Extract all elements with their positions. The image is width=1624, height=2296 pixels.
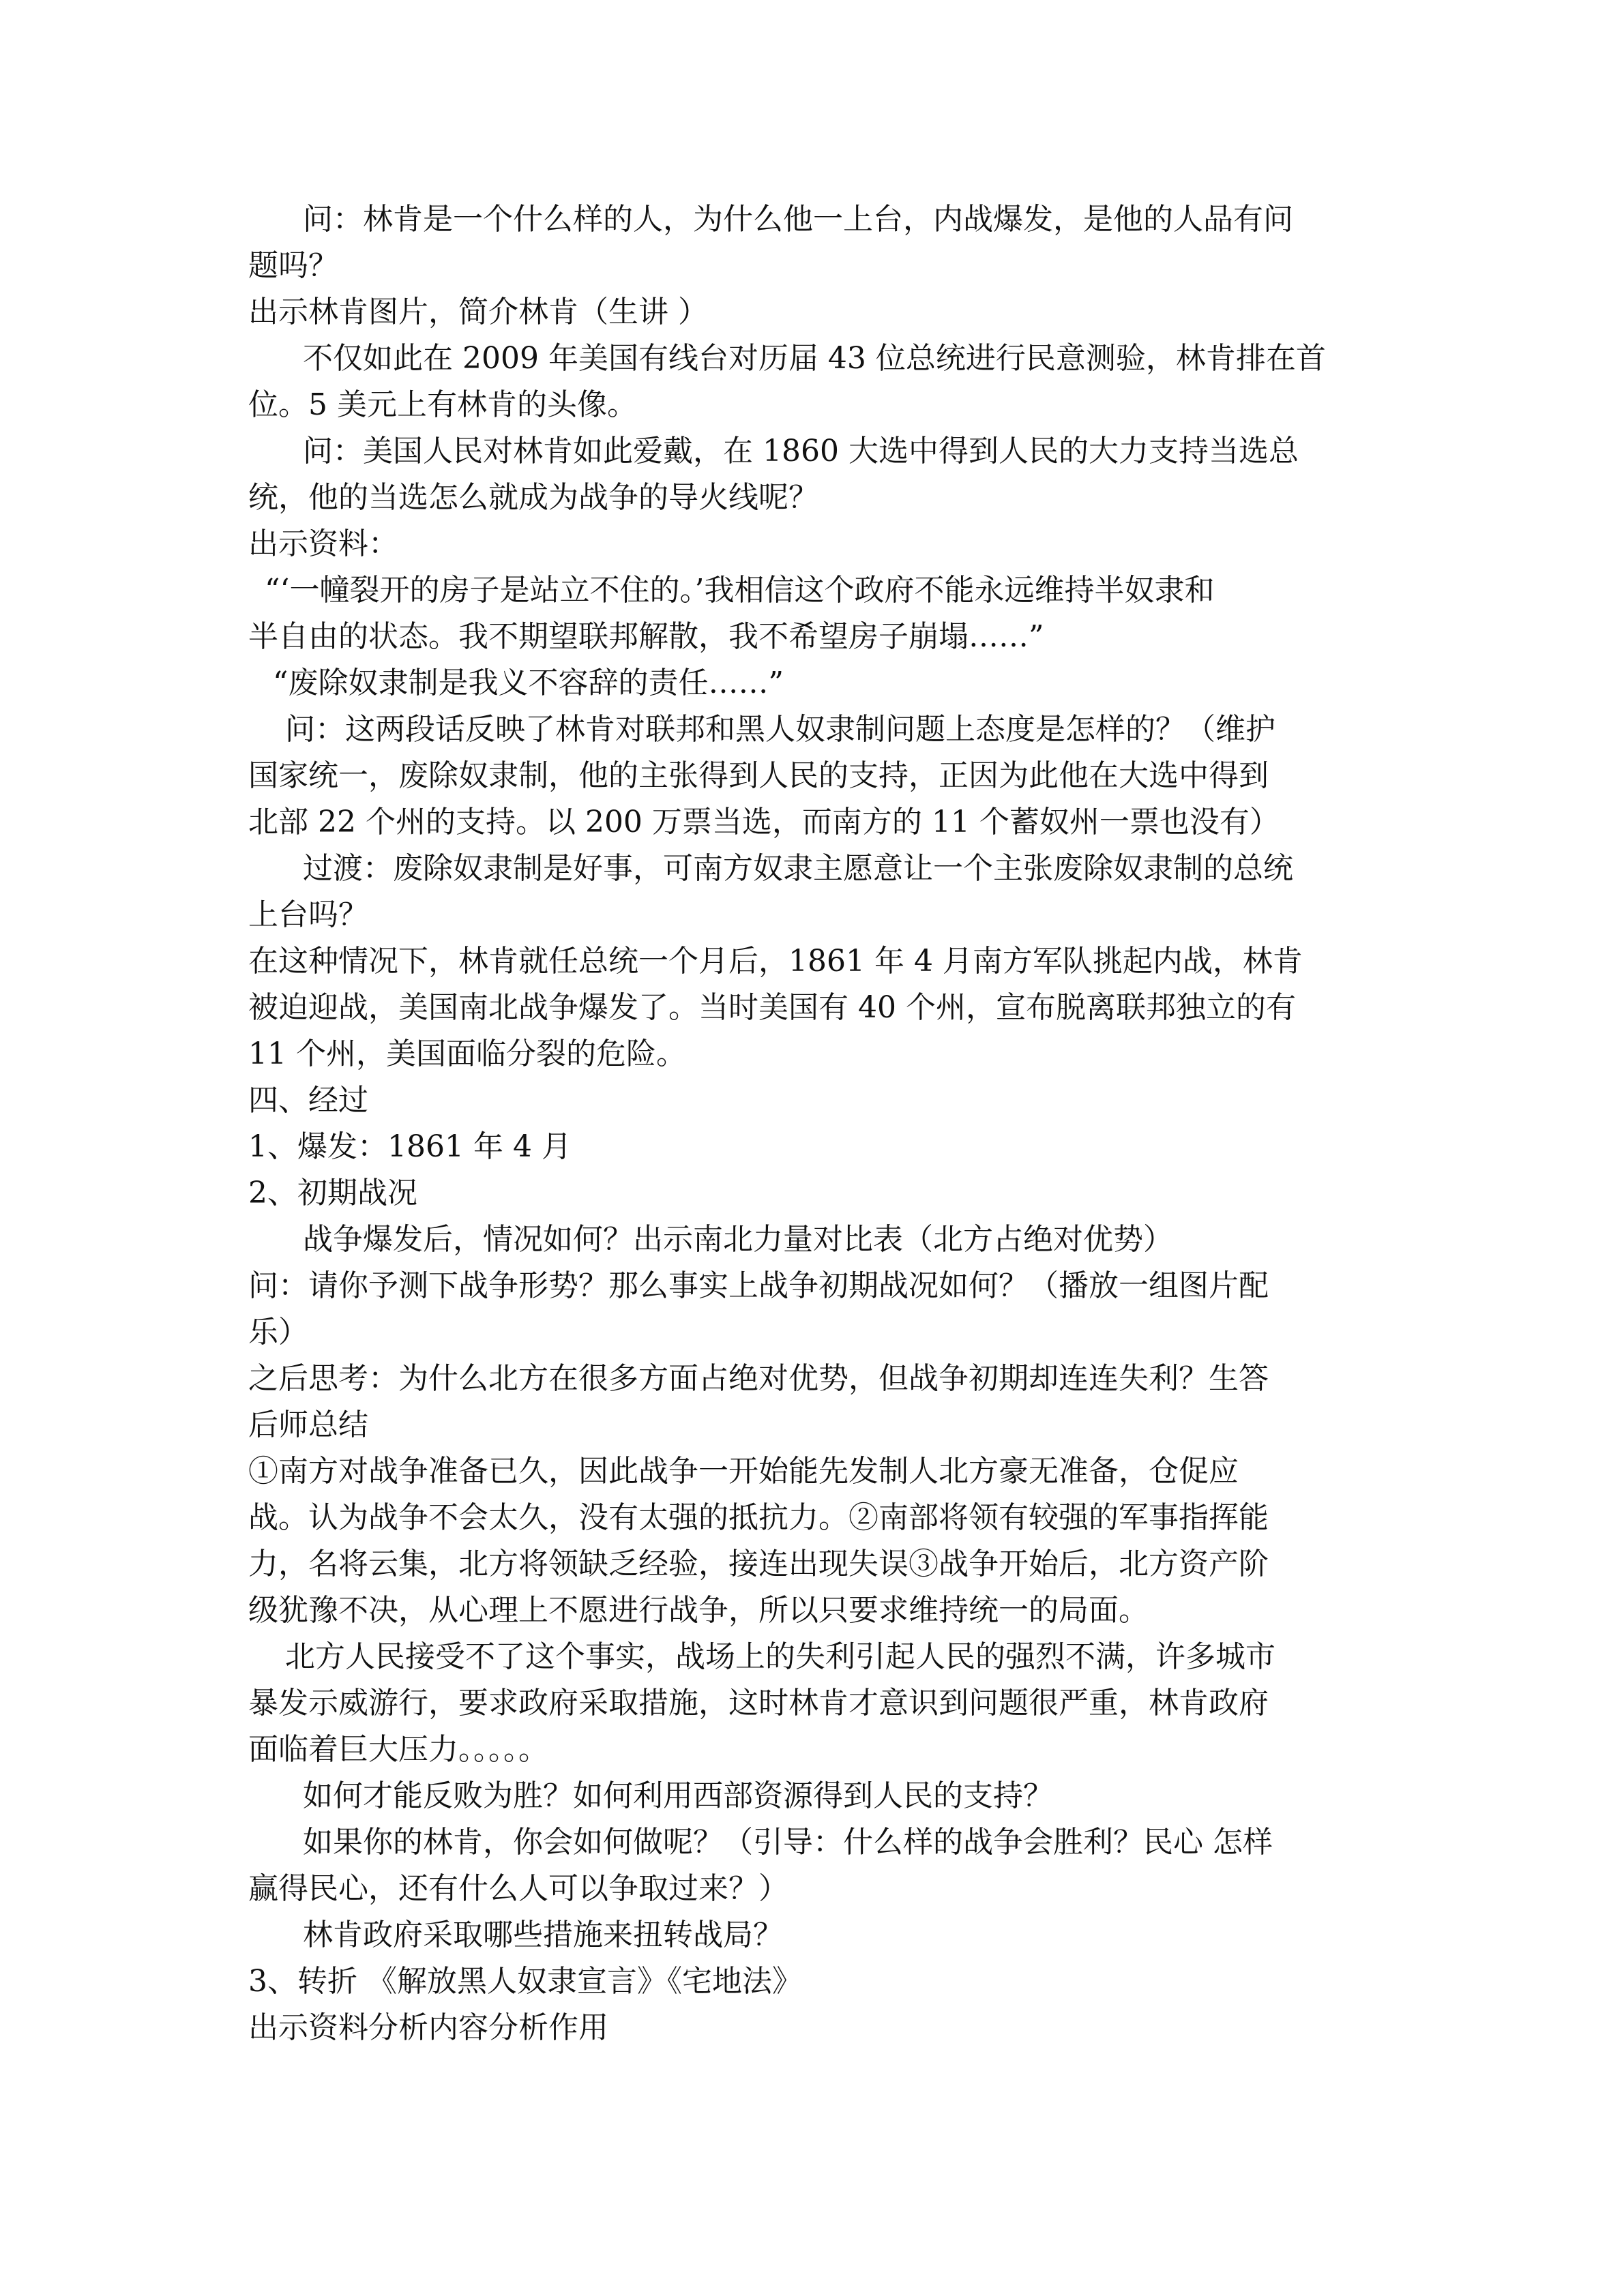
subsection-heading: 1、爆发：1861 年 4 月 <box>248 1129 572 1164</box>
paragraph-line: 问：请你予测下战争形势？那么事实上战争初期战况如何？（播放一组图片配 <box>248 1268 1269 1303</box>
quote-line: “废除奴隶制是我义不容辞的责任……” <box>273 666 784 700</box>
paragraph-line: 赢得民心，还有什么人可以争取过来？） <box>248 1871 788 1906</box>
paragraph-line: ①南方对战争准备已久，因此战争一开始能先发制人北方豪无准备，仓促应 <box>248 1454 1239 1489</box>
paragraph-line: 问：林肯是一个什么样的人，为什么他一上台，内战爆发，是他的人品有问 <box>303 202 1293 237</box>
paragraph-line: 过渡：废除奴隶制是好事，可南方奴隶主愿意让一个主张废除奴隶制的总统 <box>303 851 1293 886</box>
paragraph-line: 问：这两段话反映了林肯对联邦和黑人奴隶制问题上态度是怎样的？（维护 <box>285 712 1275 747</box>
quote-line: “‘一幢裂开的房子是站立不住的。’我相信这个政府不能永远维持半奴隶和 <box>265 573 1215 608</box>
paragraph-line: 被迫迎战，美国南北战争爆发了。当时美国有 40 个州，宣布脱离联邦独立的有 <box>248 990 1296 1025</box>
paragraph-line: 出示林肯图片，简介林肯（生讲 ） <box>248 295 708 329</box>
paragraph-line: 乐） <box>248 1315 308 1350</box>
paragraph-line: 问：美国人民对林肯如此爱戴，在 1860 大选中得到人民的大力支持当选总 <box>303 434 1299 468</box>
paragraph-line: 国家统一，废除奴隶制，他的主张得到人民的支持，正因为此他在大选中得到 <box>248 758 1269 793</box>
paragraph-line: 如何才能反败为胜？如何利用西部资源得到人民的支持？ <box>303 1778 1053 1813</box>
paragraph-line: 出示资料： <box>248 526 398 561</box>
paragraph-line: 题吗？ <box>248 248 338 283</box>
paragraph-line: 北部 22 个州的支持。以 200 万票当选，而南方的 11 个蓄奴州一票也没有） <box>248 805 1280 839</box>
paragraph-line: 力，名将云集，北方将领缺乏经验，接连出现失误③战争开始后，北方资产阶 <box>248 1547 1269 1581</box>
paragraph-line: 统，他的当选怎么就成为战争的导火线呢？ <box>248 480 818 515</box>
subsection-heading: 3、转折 《解放黑人奴隶宣言》《宅地法》 <box>248 1964 802 1999</box>
document-body <box>248 196 1387 2051</box>
paragraph-line: 战。认为战争不会太久，没有太强的抵抗力。②南部将领有较强的军事指挥能 <box>248 1500 1269 1535</box>
quote-line: 半自由的状态。我不期望联邦解散，我不希望房子崩塌……” <box>248 619 1044 654</box>
paragraph-line: 林肯政府采取哪些措施来扭转战局？ <box>303 1918 783 1952</box>
subsection-heading: 2、初期战况 <box>248 1176 417 1210</box>
section-heading: 四、经过 <box>248 1083 368 1118</box>
paragraph-line: 11 个州，美国面临分裂的危险。 <box>248 1037 686 1071</box>
paragraph-line: 出示资料分析内容分析作用 <box>248 2010 608 2045</box>
paragraph-line: 之后思考：为什么北方在很多方面占绝对优势，但战争初期却连连失利？生答 <box>248 1361 1269 1396</box>
paragraph-line: 后师总结 <box>248 1407 368 1442</box>
paragraph-line: 不仅如此在 2009 年美国有线台对历届 43 位总统进行民意测验，林肯排在首 <box>303 341 1326 376</box>
paragraph-line: 暴发示威游行，要求政府采取措施，这时林肯才意识到问题很严重，林肯政府 <box>248 1686 1269 1720</box>
paragraph-line: 面临着巨大压力。。。。。 <box>248 1732 548 1767</box>
paragraph-line: 北方人民接受不了这个事实，战场上的失利引起人民的强烈不满，许多城市 <box>285 1639 1275 1674</box>
paragraph-line: 上台吗？ <box>248 897 368 932</box>
paragraph-line: 级犹豫不决，从心理上不愿进行战争，所以只要求维持统一的局面。 <box>248 1593 1149 1628</box>
paragraph-line: 位。5 美元上有林肯的头像。 <box>248 387 637 422</box>
paragraph-line: 如果你的林肯，你会如何做呢？（引导：什么样的战争会胜利？民心 怎样 <box>303 1825 1273 1860</box>
paragraph-line: 在这种情况下，林肯就任总统一个月后，1861 年 4 月南方军队挑起内战，林肯 <box>248 944 1303 979</box>
paragraph-line: 战争爆发后，情况如何？出示南北力量对比表（北方占绝对优势） <box>303 1222 1173 1257</box>
